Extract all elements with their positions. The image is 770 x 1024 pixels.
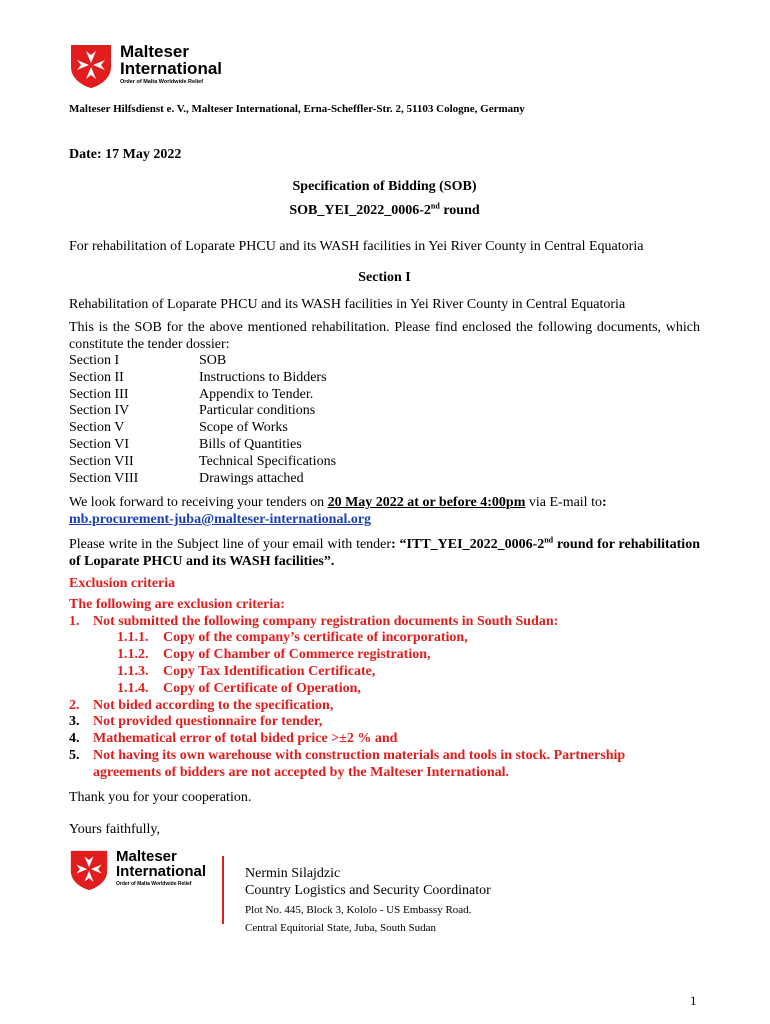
list-item	[69, 387, 336, 404]
signatory-title: Country Logistics and Security Coordinator	[245, 883, 491, 898]
signatory-address-line2: Central Equitorial State, Juba, South Sudan	[245, 922, 436, 934]
address-line: Malteser Hilfsdienst e. V., Malteser International, Erna-Scheffler-Str. 2, 51103 Cologne, Germany	[69, 103, 525, 115]
subject-bold2: round for rehabilitation of Loparate PHCU and its WASH facilities”.	[69, 537, 700, 569]
signature-divider	[222, 856, 224, 924]
list-item	[69, 471, 336, 488]
subitem-text: Copy of the company’s certificate of incorporation,	[163, 630, 468, 646]
procurement-email-link[interactable]: mb.procurement-juba@malteser-international.org	[69, 512, 372, 527]
list-item	[69, 714, 700, 731]
item-text: Not provided questionnaire for tender,	[93, 714, 323, 730]
section-desc: Particular conditions	[199, 403, 316, 419]
list-item	[69, 353, 336, 370]
section-name: Section IV	[69, 403, 130, 419]
page-number: 1	[690, 993, 697, 1008]
item-text-continued: agreements of bidders are not accepted by the Malteser International.	[93, 764, 510, 780]
list-item	[69, 614, 700, 631]
rehab-line: Rehabilitation of Loparate PHCU and its WASH facilities in Yei River County in Central Equatoria	[69, 297, 626, 312]
logo-line1: Malteser	[120, 42, 189, 61]
title-line2	[69, 203, 700, 219]
list-item	[69, 370, 336, 387]
subitem-number: 1.1.4.	[117, 680, 149, 696]
section-name: Section VIII	[69, 470, 139, 486]
deadline-paragraph	[69, 494, 700, 528]
maltese-cross-shield-icon	[69, 849, 109, 891]
sections-list	[69, 353, 336, 487]
section-name: Section VI	[69, 436, 130, 452]
section-desc: Instructions to Bidders	[199, 369, 327, 385]
list-item	[69, 664, 700, 681]
title-line1: Specification of Bidding (SOB)	[292, 179, 477, 194]
title-line2-tail: round	[439, 203, 480, 218]
list-item	[69, 698, 700, 715]
sob-paragraph: This is the SOB for the above mentioned rehabilitation. Please find enclosed the following documents, which constitute the tender dossier:	[69, 320, 700, 352]
subitem-number: 1.1.3.	[117, 663, 149, 679]
list-item-continuation	[69, 765, 700, 782]
subject-sup: nd	[544, 535, 554, 545]
list-item	[69, 681, 700, 698]
list-item	[69, 748, 700, 765]
item-number: 2.	[69, 697, 80, 713]
subitem-number: 1.1.2.	[117, 647, 149, 663]
logo-tagline: Order of Malta Worldwide Relief	[120, 79, 204, 85]
section-desc: SOB	[199, 353, 227, 368]
logo-line2: International	[120, 59, 223, 78]
exclusion-criteria	[69, 576, 700, 782]
list-item	[69, 630, 700, 647]
item-text: Mathematical error of total bided price >±2 % and	[93, 731, 398, 747]
section-desc: Scope of Works	[199, 420, 288, 436]
list-item	[69, 647, 700, 664]
logo-tagline: Order of Malta Worldwide Relief	[116, 881, 192, 887]
signature-logo	[69, 849, 206, 891]
logo-line2: International	[116, 863, 207, 880]
section-desc: Appendix to Tender.	[199, 386, 314, 402]
item-number: 4.	[69, 731, 80, 747]
deadline-date: 20 May 2022 at or before 4:00pm	[327, 495, 526, 510]
subitem-number: 1.1.1.	[117, 630, 149, 646]
list-item	[69, 731, 700, 748]
header-logo	[69, 43, 222, 89]
list-item	[69, 437, 336, 454]
item-number: 5.	[69, 747, 80, 763]
logo-line1: Malteser	[116, 848, 177, 865]
section-name: Section V	[69, 420, 125, 436]
signature-block	[245, 865, 491, 937]
deadline-mid: via E-mail to	[525, 495, 602, 510]
deadline-text: We look forward to receiving your tenders on	[69, 495, 328, 510]
signatory-address-line1: Plot No. 445, Block 3, Kololo - US Embassy Road.	[245, 904, 472, 916]
section-name: Section III	[69, 386, 129, 402]
item-text: Not submitted the following company registration documents in South Sudan:	[93, 613, 559, 629]
section-name: Section I	[69, 353, 120, 368]
closing-line: Yours faithfully,	[69, 822, 161, 837]
list-item	[69, 454, 336, 471]
item-text: Not bided according to the specification,	[93, 697, 334, 713]
item-text: Not having its own warehouse with construction materials and tools in stock. Partnership	[93, 747, 626, 763]
item-number: 1.	[69, 613, 80, 629]
intro-paragraph: For rehabilitation of Loparate PHCU and its WASH facilities in Yei River County in Central Equatoria	[69, 239, 644, 254]
subitem-text: Copy of Chamber of Commerce registration,	[163, 647, 431, 663]
subitem-text: Copy of Certificate of Operation,	[163, 680, 361, 696]
item-number: 3.	[69, 714, 80, 730]
list-item	[69, 403, 336, 420]
maltese-cross-shield-icon	[69, 43, 113, 89]
exclusion-heading: Exclusion criteria	[69, 576, 176, 591]
subject-bold1: : “ITT_YEI_2022_0006-2	[391, 537, 545, 552]
section-name: Section II	[69, 369, 124, 385]
section-heading: Section I	[358, 270, 411, 285]
subitem-text: Copy Tax Identification Certificate,	[163, 663, 376, 679]
deadline-colon: :	[601, 495, 607, 510]
exclusion-intro: The following are exclusion criteria:	[69, 596, 285, 612]
section-desc: Drawings attached	[199, 470, 304, 486]
section-name: Section VII	[69, 453, 134, 469]
section-desc: Technical Specifications	[199, 453, 337, 469]
signatory-name: Nermin Silajdzic	[245, 866, 341, 881]
subject-text: Please write in the Subject line of your email with tender	[69, 537, 392, 552]
title-line2-sup: nd	[430, 201, 440, 211]
title-line2-main: SOB_YEI_2022_0006-2	[289, 203, 431, 218]
subject-paragraph	[69, 536, 700, 570]
section-desc: Bills of Quantities	[199, 436, 302, 452]
list-item	[69, 420, 336, 437]
document-date: Date: 17 May 2022	[69, 147, 182, 162]
thanks-line: Thank you for your cooperation.	[69, 790, 252, 805]
